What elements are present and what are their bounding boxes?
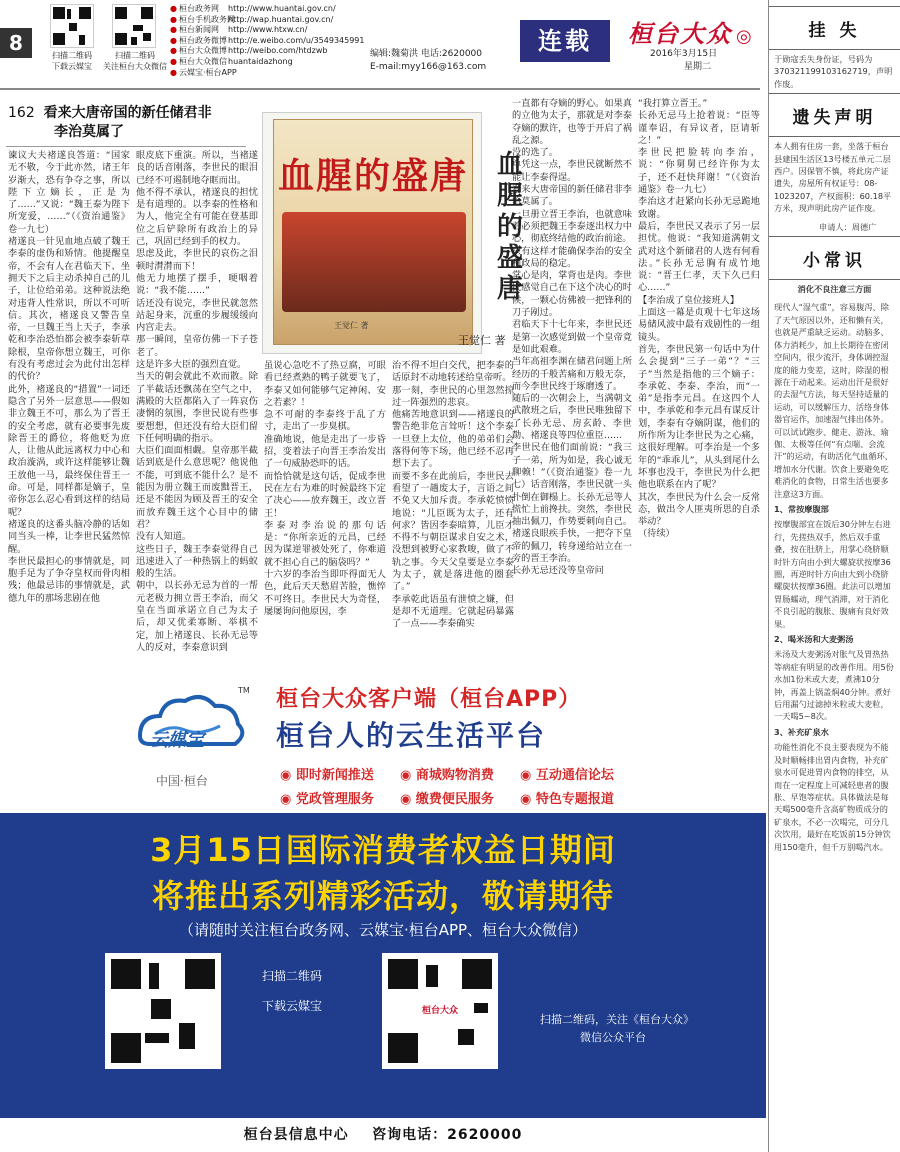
link-name-5: ● 桓台大众微信 bbox=[170, 56, 227, 66]
editor-info bbox=[370, 48, 486, 74]
email-line: E-mail:myy166@163.com bbox=[370, 62, 487, 72]
page-number: 8 bbox=[0, 28, 32, 58]
article-column-1: 谏议大夫褚遂良答道：“国家无不敬，今于此亦然，诸王年岁渐大，恐有争夺之事，所以陛下立嫡长，正是为了……”又说：“魏王泰为陛下所宠爱，……”（《资治通鉴》卷一九七） 褚遂良一针见血地点破了魏王李泰的虚伪和矫情。他提醒皇帝，不会有人在君临天下、坐拥天下之后主动杀掉自己的儿子，让位给弟弟。这种说法绝对违背人性常识，所以不可听信。其次，褚遂良又警告皇帝，一旦魏王当上天子，李承乾和李治恐怕都会被李泰斩草除根，皇帝你想立魏王，可你有没有考虑过会为此付出怎样的代价？ 此外，褚遂良的“措置”一词还隐含了另外一层意思——假如非立魏王不可，那么为了晋王的安全考虑，就有必要事先废除晋王的爵位，将他贬为庶人，让他从此远离权力中心和政治漩涡，或许这样能够让魏王放他一马，最终保住晋王一命。可是，同样都是嫡子，皇帝你怎么忍心看到这样的结局呢？ 褚遂良的这番头脑冷静的话如同当头一棒，让李世民猛然惊醒。 李世民最担心的事情就是，同胞手足为了争夺皇权而骨肉相残；他最忌讳的事情就是，武德九年的那场悲剧在他 bbox=[8, 150, 130, 604]
ad-headline-2: 桓台人的云生活平台 bbox=[276, 719, 547, 752]
ad-big-line-2: 将推出系列精彩活动，敬请期待 bbox=[151, 877, 614, 915]
weekday-line: 星期二 bbox=[684, 62, 712, 72]
ad-blue-panel bbox=[0, 813, 766, 1150]
ad-bullet-3: ◉ 党政管理服务 bbox=[280, 792, 374, 807]
article-column-4: 治不得不坦白交代，把李泰的话原封不动地转述给皇帝听。 那一刻，李世民的心里忽然掠过一阵强烈的悲哀。 他痛苦地意识到——褚遂良的警告绝非危言耸听！这个李泰一旦登上太位，他的弟弟们会落得何等下场，他已经不忍再想下去了。 而要不多在此前后，李世民去看望了一趟废太子，言语之间不免又大加斥责。李承乾愤愤地说：“儿臣既为太子，还有何求？皆因李泰暗算，儿臣才不得不与朝臣谋求自安之术，没想到被野心家教唆，做了不轨之事。今天父皇要是立李泰为太子，就是落进他的圈套了。” 李承乾此语虽有泄愤之嫌，但是却不无道理。它就起码暴露了一点——李泰确实 bbox=[392, 360, 514, 630]
headline-line-1: 看来大唐帝国的新任储君非 bbox=[43, 105, 212, 121]
link-name-0: ● 桓台政务网 bbox=[170, 4, 219, 13]
qr-code-yunmeibao bbox=[50, 4, 94, 48]
ad-big-line-1: 3月15日国际消费者权益日期间 bbox=[150, 831, 616, 869]
issue-date bbox=[650, 48, 717, 74]
tips-heading-3: 3、补充矿泉水 bbox=[774, 726, 829, 737]
logo-tm: TM bbox=[238, 686, 250, 695]
brand-logo: 桓台大众 ◎ bbox=[628, 20, 754, 48]
ad-bullet-2: ◉ 互动通信论坛 bbox=[520, 768, 614, 783]
vertical-book-title: 血腥的盛唐 bbox=[496, 150, 523, 304]
ad-bullet-0: ◉ 即时新闻推送 bbox=[280, 768, 374, 783]
loss-declaration-text: 本人拥有住房一套，坐落于桓台县建国生活区13号楼五单元二层西户。因保管不慎，将此房产证遗失，房屋所有权证号：08-1023207，产权面积：60.18平方米，现声明此房产证作废。 bbox=[774, 141, 892, 214]
ad-top-panel bbox=[0, 678, 766, 813]
tips-para-2: 米汤及大麦粥汤对胀气及胃热热等病症有明显的改善作用。用5份水加1份米或大麦，煮沸10分钟，再盖上锅盖焖40分钟。煮好后用漏勺过滤掉米粒或大麦粒，一天喝5~8次。 bbox=[774, 649, 894, 722]
ad-bullet-5: ◉ 特色专题报道 bbox=[520, 792, 614, 807]
article-number: 162 bbox=[8, 105, 35, 121]
qr-code-wechat-large bbox=[382, 953, 498, 1069]
qr1-caption-1: 扫描二维码 bbox=[262, 969, 323, 983]
cover-illustration bbox=[282, 212, 466, 312]
article-headline bbox=[8, 104, 212, 142]
ad-bullet-4: ◉ 缴费便民服务 bbox=[400, 792, 494, 807]
qr-code-download bbox=[105, 953, 221, 1069]
tips-heading-1: 1、常按摩腹部 bbox=[774, 503, 829, 514]
qr-caption-1: 扫描二维码 下载云媒宝 bbox=[52, 51, 92, 71]
site-links-urls bbox=[228, 4, 364, 68]
link-url-0[interactable]: http://www.huantai.gov.cn/ bbox=[228, 4, 336, 13]
app-advertisement bbox=[0, 678, 766, 1150]
lost-notice-title: 挂 失 bbox=[769, 6, 900, 50]
headline-divider bbox=[6, 146, 246, 147]
link-url-3[interactable]: http://e.weibo.com/u/3549345991 bbox=[228, 35, 365, 45]
qr2-center-badge: 桓台大众 bbox=[420, 997, 460, 1025]
loss-declaration-signature: 申请人：周德广 bbox=[819, 221, 877, 232]
link-url-5: huantaidazhong bbox=[228, 56, 293, 66]
qr-caption-2: 扫描二维码 关注桓台大众微信 bbox=[103, 51, 167, 71]
ad-footer bbox=[0, 1118, 766, 1152]
article-column-3: 虽说心急吃不了热豆腐，可眼看已经煮熟的鸭子就要飞了，李泰又如何能够气定神闲、安之若素？！ 急不可耐的李泰终于乱了方寸，走出了一步臭棋。 准确地说，他是走出了一步昏招，变着法子向晋王李治发出了一句威胁恐吓的话。 而恰恰就是这句话，促成李世民在左右为难的时候最终下定了决心——放弃魏王，改立晋王！ 李泰对李治说的那句话是：“你所亲近的元昌，已经因为谋逆罪被处死了，你难道就不担心自己的脑袋吗？” 十六岁的李治当即吓得面无人色，此后天天愁眉苦脸，憔悴不可终日。李世民大为奇怪，屡屡询问他原因，李 bbox=[264, 360, 386, 617]
ad-bullet-1: ◉ 商城购物消费 bbox=[400, 768, 494, 783]
link-url-1[interactable]: http://wap.huantai.gov.cn/ bbox=[228, 14, 334, 24]
logo-subtitle: 中国·桓台 bbox=[156, 774, 208, 788]
editor-line: 编辑:魏菊洪 电话:2620000 bbox=[370, 49, 483, 59]
footer-phone: 咨询电话：2620000 bbox=[372, 1127, 523, 1143]
right-sidebar bbox=[768, 0, 900, 1152]
section-title: 连载 bbox=[520, 20, 610, 62]
tips-para-1: 按摩腹部宜在饭后30分钟左右进行，先搓热双手，然后双手重叠，按在肚脐上，用掌心绕脐顺时针方向由小到大螺旋状按摩36圈，再逆时针方向由大到小绕脐螺旋状按摩36圈。此法可以增加胃肠蠕动，理气消滞，对于消化不良引起的腹胀、腹痛有良好效果。 bbox=[774, 519, 891, 629]
brand-mark-icon: ◎ bbox=[736, 26, 754, 47]
lost-notice-text: 于勋寇丢失身份证，号码为370321199103162719，声明作废。 bbox=[774, 54, 893, 89]
cover-author: 王觉仁 著 bbox=[334, 321, 369, 330]
site-links-names bbox=[170, 4, 237, 78]
tips-subtitle: 消化不良注意三方面 bbox=[797, 284, 872, 295]
logo-text: 云媒宝 bbox=[150, 730, 204, 751]
book-cover bbox=[273, 119, 473, 345]
author-byline: 王觉仁 著 bbox=[458, 334, 506, 347]
link-url-4[interactable]: http://weibo.com/htdzwb bbox=[228, 46, 328, 56]
link-url-2[interactable]: http://www.htxw.cn/ bbox=[228, 25, 308, 35]
link-name-3: ● 桓台政务微博 bbox=[170, 35, 227, 45]
ad-subline: （请随时关注桓台政务网、云媒宝·桓台APP、桓台大众微信） bbox=[178, 921, 588, 939]
page-header bbox=[0, 0, 760, 90]
qr1-caption-2: 下载云媒宝 bbox=[262, 999, 323, 1013]
tips-title: 小常识 bbox=[769, 236, 900, 280]
qr2-caption-1: 扫描二维码，关注《桓台大众》 bbox=[540, 1013, 694, 1026]
article-column-2: 眼皮底下重演。所以，当褚遂良的话音刚落，李世民的眼泪已经不可遏制地夺眶而出。 他不得不承认，褚遂良的担忧是有道理的。以李泰的性格和为人，他完全有可能在登基即位之后铲除所有政治上的异己，巩固已经到手的权力。 思虑及此，李世民的哀伤之泪顿时潸潸而下！ 他无力地摆了摆手，哽咽着说：“我不能……” 话还没有说完，李世民就忽然站起身来，沉重的步履缓缓向内宫走去。 那一瞬间，皇帝仿佛一下子苍老了。 这是许多大臣的强烈直觉。 当天的朝会就此不欢而散。除了半截话还飘荡在空气之中，满殿的大臣都陷入了一阵哀伤凄惘的氛围，李世民说有些事要想想，但还没有给大臣们留下任何明确的指示。 大臣们面面相觑。皇帝那半截话到底是什么意思呢？他说他不能，可到底不能什么？是不能因为册立魏王而废黜晋王，还是不能因为顾及晋王的安全而放弃魏王这个心目中的储君？ 没有人知道。 这些日子，魏王李泰觉得自己迅速进入了一种热锅上的蚂蚁般的生活。 朝中，以长孙无忌为首的一帮元老极力拥立晋王李治，而父皇在当面承诺立自己为太子后，却又优柔寡断、举棋不定，加上褚遂良、长孙无忌等人的反对，李泰意识到 bbox=[136, 150, 258, 653]
article-column-5: 一直都有夺嫡的野心。如果真的立他为太子，那就是对李泰夺嫡的默许，也等于开启了祸乱之源。 没的选了。 单凭这一点，李世民就断然不能让李泰得逞。 看来大唐帝国的新任储君非李治莫属了。 一旦册立晋王李治，也就意味着必须把魏王李泰逐出权力中心，彻底终结他的政治前途。 只有这样才能确保李治的安全和政局的稳定。 掌心是肉，掌背也是肉。李世民感觉自己在下这个决心的时候，一颗心仿佛被一把锋利的刀子剐过。 君临天下十七年来，李世民还是第一次感觉到做一个皇帝竟是如此艰难。 当年高祖李渊在储君问题上所经历的千般苦痛和万般无奈，而今李世民终于琢磨透了。 随后的一次朝会上，当满朝文武散班之后，李世民唯独留下了长孙无忌、房玄龄、李世勣、褚遂良等四位重臣…… 李世民在他们面前说：“我三子一弟，所为如是，我心诚无聊赖！”（《资治通鉴》卷一九七）话音刚落，李世民就一头扑倒在御榻上。长孙无忌等人慌忙上前搀扶。突然，李世民抽出佩刀，作势要刺向自己。褚遂良眼疾手快，一把夺下皇帝的佩刀，转身递给站立在一旁的晋王李治。 长孙无忌还没等皇帝问 bbox=[512, 98, 632, 577]
article-column-6: “我打算立晋王。” 长孙无忌马上抢着说：“臣等谨奉诏，有异议者，臣请斩之！” 李世民把脸转向李治，说：“你舅舅已经许你为太子，还不赶快拜谢！”（《资治通鉴》卷一九七） 李治这才赶紧向长孙无忌跪地致谢。 最后，李世民又表示了另一层担忧。他说：“我知道满朝文武对这个新储君的人选有何看法。”长孙无忌胸有成竹地说：“晋王仁孝，天下久已归心……” 【李治成了皇位接班人】 上面这一幕是贞观十七年这场易储风波中最有戏剧性的一组镜头。 首先，李世民第一句话中为什么会提到“三子一弟”？“三子”当然是指他的三个嫡子：李承乾、李泰、李治，而“一弟”是指李元昌。在这四个人中，李承乾和李元昌有谋反计划，李泰有夺嫡阴谋，他们的所作所为让李世民为之心痛，这很好理解。可李治是一个多年的“乖乖儿”，从头到尾什么坏事也没干，李世民为什么把他也联系在内了呢？ 其次，李世民为什么会一反常态，做出令人匪夷所思的自杀举动？ （待续） bbox=[638, 98, 760, 540]
link-name-4: ● 桓台大众微博 bbox=[170, 46, 227, 56]
tips-heading-2: 2、喝米汤和大麦粥汤 bbox=[774, 634, 854, 645]
tips-intro: 现代人“湿气重”，容易腹泻、除了天气原因以外，还和懒有关，也就是严重缺乏运动。动脑多、体力消耗少，加上长期待在密闭空间内，很少流汗，身体调控湿度的能力变差，这时，除湿的根源在于动起来。运动出汗是很好的去湿气方法，每天坚持适量的运动，可以缓解压力、活络身体器官运作，加速湿气排出体外。可以试试跑步、健走、游泳、瑜伽、太极等任何“有点喘、会流汗”的运动，有助活化气血循环、增加水分代谢。饮食上要避免吃难消化的食物，日常生活也要多注意这3方面。 bbox=[774, 302, 893, 499]
qr2-caption-2: 微信公众平台 bbox=[580, 1031, 646, 1044]
date-line: 2016年3月15日 bbox=[650, 49, 718, 59]
qr-code-wechat bbox=[112, 4, 156, 48]
loss-declaration-title: 遗失声明 bbox=[769, 93, 900, 137]
cover-title: 血腥的盛唐 bbox=[277, 156, 468, 197]
tips-para-3: 功能性消化不良主要表现为不能及时顺畅排出胃内食物，补充矿泉水可促进胃内食物的排空，从而在一定程度上可减轻患者的腹胀、早饱等症状。具体做法是每天喝500毫升含高矿物质成分的矿泉水，不必一次喝完，可分几次饮用，最好在吃饭前15分钟饮用150毫升，但千万别喝汽水。 bbox=[774, 742, 891, 852]
link-name-6: ● 云媒宝·桓台APP bbox=[170, 67, 237, 77]
ad-headline-1: 桓台大众客户端（桓台APP） bbox=[276, 687, 582, 712]
book-cover-image bbox=[262, 112, 482, 354]
footer-org: 桓台县信息中心 bbox=[243, 1127, 349, 1143]
link-name-1: ● 桓台手机政务网 bbox=[170, 14, 235, 24]
headline-line-2: 李治莫属了 bbox=[54, 124, 124, 140]
link-name-2: ● 桓台新闻网 bbox=[170, 25, 219, 35]
